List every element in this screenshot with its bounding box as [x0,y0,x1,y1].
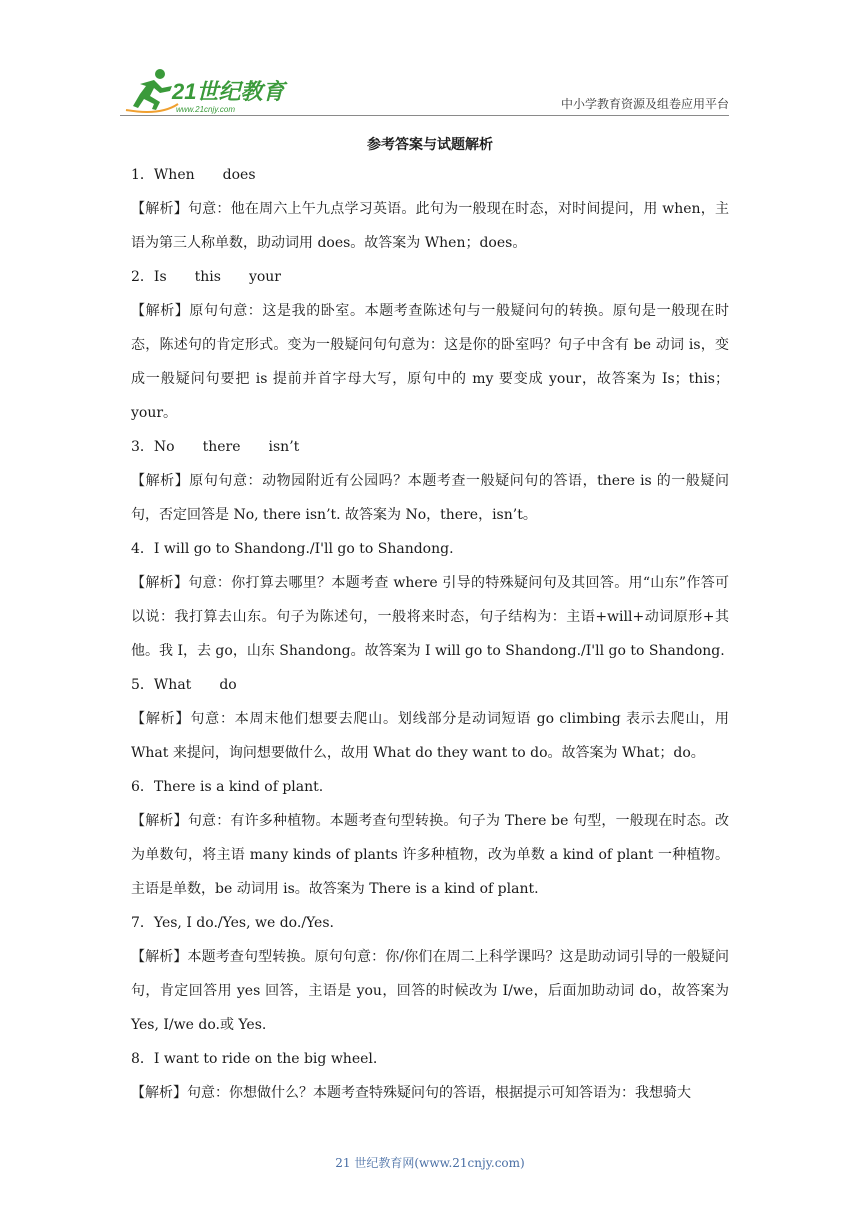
explanation [131,940,729,1042]
answer-line [131,668,729,702]
question-number: 8． [131,1051,154,1067]
explanation [131,702,729,770]
question-number: 4． [131,541,154,557]
explanation-label: 【解析】 [131,711,191,727]
logo-url: www.21cnjy.com [176,105,235,114]
explanation [131,566,729,668]
explanation-text: 句意：有许多种植物。本题考查句型转换。句子为 There be 句型，一般现在时态。改为单数句，将主语 many kinds of plants 许多种植物，改为单数 a kind of plant 一种植物。主语是单数，be 动词用 is。故答案为 There is a kind of plant. [131,813,730,897]
explanation-text: 原句句意：这是我的卧室。本题考查陈述句与一般疑问句的转换。原句是一般现在时态，陈述句的肯定形式。变为一般疑问句句意为：这是你的卧室吗？句子中含有 be 动词 is，变成一般疑问句要把 is 提前并首字母大写，原句中的 my 要变成 your，故答案为 Is；this；your。 [131,303,730,421]
question-number: 7． [131,915,154,931]
answer-word: does [222,167,256,183]
answer-word: When [153,167,195,183]
explanation [131,804,729,906]
answer-word: isn’t [268,439,300,455]
question-number: 5． [131,677,154,693]
explanation-label: 【解析】 [131,201,188,217]
explanation-text: 本题考查句型转换。原句句意：你/你们在周二上科学课吗？这是助动词引导的一般疑问句，肯定回答用 yes 回答，主语是 you，回答的时候改为 I/we，后面加助动词 do，故答案为 Yes, I/we do.或 Yes. [131,949,730,1033]
question-number: 2． [131,269,154,285]
site-logo[interactable] [120,66,290,118]
question-number: 1． [131,167,154,183]
question-number: 6． [131,779,154,795]
answer-word: What [153,677,192,693]
explanation-label: 【解析】 [131,303,190,319]
answer-word: I want to ride on the big wheel. [153,1051,378,1067]
answer-line [131,906,729,940]
explanation-text: 原句句意：动物园附近有公园吗？本题考查一般疑问句的答语，there is 的一般疑问句，否定回答是 No, there isn’t. 故答案为 No，there，isn’t。 [131,473,730,523]
answer-word: there [202,439,241,455]
runner-logo-icon [120,66,290,118]
answer-line [131,770,729,804]
answer-word: Yes, I do./Yes, we do./Yes. [153,915,334,931]
question-number: 3． [131,439,154,455]
explanation-text: 句意：你想做什么？本题考查特殊疑问句的答语，根据提示可知答语为：我想骑大 [187,1085,691,1101]
answer-word: I will go to Shandong./I'll go to Shandong. [153,541,454,557]
explanation-text: 句意：本周末他们想要去爬山。划线部分是动词短语 go climbing 表示去爬山，用 What 来提问，询问想要做什么，故用 What do they want to do。故答案为 What；do。 [131,711,729,761]
explanation [131,192,729,260]
answer-word: your [248,269,281,285]
explanation-label: 【解析】 [131,473,190,489]
explanation-label: 【解析】 [131,813,188,829]
explanation-label: 【解析】 [131,949,188,965]
page-title: 参考答案与试题解析 [367,137,493,153]
answer-list [131,158,729,1110]
answer-word: Is [153,269,167,285]
answer-line [131,260,729,294]
explanation [131,1076,729,1110]
explanation-text: 句意：你打算去哪里？本题考查 where 引导的特殊疑问句及其回答。用“山东”作答可以说：我打算去山东。句子为陈述句，一般将来时态，句子结构为：主语+will+动词原形+其他。我 I，去 go，山东 Shandong。故答案为 I will go to Shandong./I'll go to Shandong. [131,575,730,659]
explanation [131,294,729,430]
answer-word: do [219,677,237,693]
answer-line [131,1042,729,1076]
answer-word: No [153,439,175,455]
answer-line [131,430,729,464]
logo-text: 21世纪教育 [172,79,285,104]
answer-word: There is a kind of plant. [153,779,324,795]
footer-link[interactable]: 21 世纪教育网(www.21cnjy.com) [335,1156,525,1170]
platform-name: 中小学教育资源及组卷应用平台 [560,97,729,111]
answer-line [131,158,729,192]
explanation-text: 句意：他在周六上午九点学习英语。此句为一般现在时态，对时间提问，用 when，主语为第三人称单数，助动词用 does。故答案为 When；does。 [131,201,730,251]
explanation-label: 【解析】 [131,1085,187,1101]
answer-word: this [194,269,221,285]
explanation-label: 【解析】 [131,575,189,591]
answer-line [131,532,729,566]
header-divider [120,115,729,116]
explanation [131,464,729,532]
